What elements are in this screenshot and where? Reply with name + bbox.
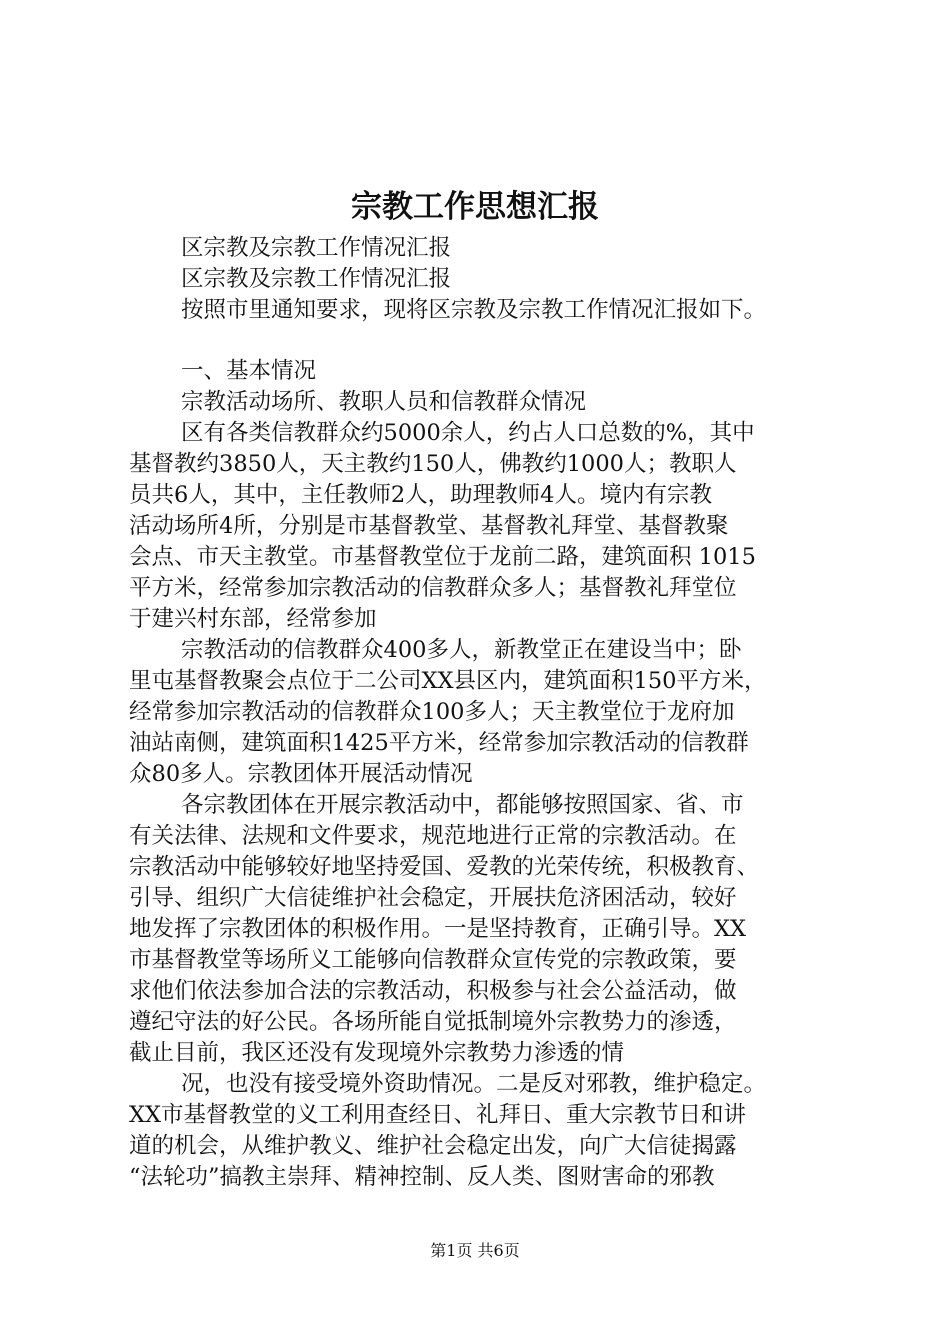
text-line: 活动场所4所，分别是市基督教堂、基督教礼拜堂、基督教聚 bbox=[129, 513, 729, 539]
text-line: 于建兴村东部，经常参加 bbox=[129, 606, 377, 632]
text-line: 众80多人。宗教团体开展活动情况 bbox=[129, 761, 473, 787]
text-line: 地发挥了宗教团体的积极作用。一是坚持教育，正确引导。XX bbox=[129, 916, 747, 942]
subsection-heading: 宗教活动场所、教职人员和信教群众情况 bbox=[181, 389, 587, 415]
text-line: “法轮功”搞教主崇拜、精神控制、反人类、图财害命的邪教 bbox=[129, 1164, 715, 1190]
text-line: 遵纪守法的好公民。各场所能自觉抵制境外宗教势力的渗透， bbox=[129, 1009, 737, 1035]
section-heading: 一、基本情况 bbox=[181, 358, 317, 384]
text-line: 区宗教及宗教工作情况汇报 bbox=[181, 235, 452, 261]
text-line: XX市基督教堂的义工利用查经日、礼拜日、重大宗教节日和讲 bbox=[129, 1102, 747, 1128]
text-line: 各宗教团体在开展宗教活动中，都能够按照国家、省、市 bbox=[181, 792, 744, 818]
text-line: 里屯基督教聚会点位于二公司XX县区内，建筑面积150平方米， bbox=[129, 668, 767, 694]
text-line: 引导、组织广大信徒维护社会稳定，开展扶危济困活动，较好 bbox=[129, 885, 737, 911]
text-line: 基督教约3850人，天主教约150人，佛教约1000人；教职人 bbox=[129, 451, 737, 477]
text-line: 宗教活动的信教群众400多人，新教堂正在建设当中；卧 bbox=[181, 637, 742, 663]
text-line: 油站南侧，建筑面积1425平方米，经常参加宗教活动的信教群 bbox=[129, 730, 749, 756]
text-line: 区有各类信教群众约5000余人，约占人口总数的%，其中 bbox=[181, 420, 755, 446]
page-number: 第1页 bbox=[430, 1241, 473, 1260]
text-line: 按照市里通知要求，现将区宗教及宗教工作情况汇报如下。 bbox=[181, 297, 767, 323]
text-line: 况，也没有接受境外资助情况。二是反对邪教，维护稳定。 bbox=[181, 1071, 767, 1097]
text-line: 平方米，经常参加宗教活动的信教群众多人；基督教礼拜堂位 bbox=[129, 575, 737, 601]
document-title: 宗教工作思想汇报 bbox=[351, 189, 599, 225]
text-line: 求他们依法参加合法的宗教活动，积极参与社会公益活动，做 bbox=[129, 978, 737, 1004]
page-total: 共6页 bbox=[477, 1241, 520, 1260]
text-line: 员共6人，其中，主任教师2人，助理教师4人。境内有宗教 bbox=[129, 482, 712, 508]
text-line: 市基督教堂等场所义工能够向信教群众宣传党的宗教政策，要 bbox=[129, 947, 737, 973]
text-line: 宗教活动中能够较好地坚持爱国、爱教的光荣传统，积极教育、 bbox=[129, 854, 760, 880]
text-line: 道的机会，从维护教义、维护社会稳定出发，向广大信徒揭露 bbox=[129, 1133, 737, 1159]
page-footer bbox=[0, 1239, 950, 1263]
paragraph-gap bbox=[129, 326, 849, 356]
text-line: 经常参加宗教活动的信教群众100多人；天主教堂位于龙府加 bbox=[129, 699, 735, 725]
text-line: 截止目前，我区还没有发现境外宗教势力渗透的情 bbox=[129, 1040, 625, 1066]
text-line: 有关法律、法规和文件要求，规范地进行正常的宗教活动。在 bbox=[129, 823, 737, 849]
text-line: 会点、市天主教堂。市基督教堂位于龙前二路，建筑面积 1015 bbox=[129, 544, 756, 570]
text-line: 区宗教及宗教工作情况汇报 bbox=[181, 266, 452, 292]
document-body bbox=[129, 233, 849, 1193]
